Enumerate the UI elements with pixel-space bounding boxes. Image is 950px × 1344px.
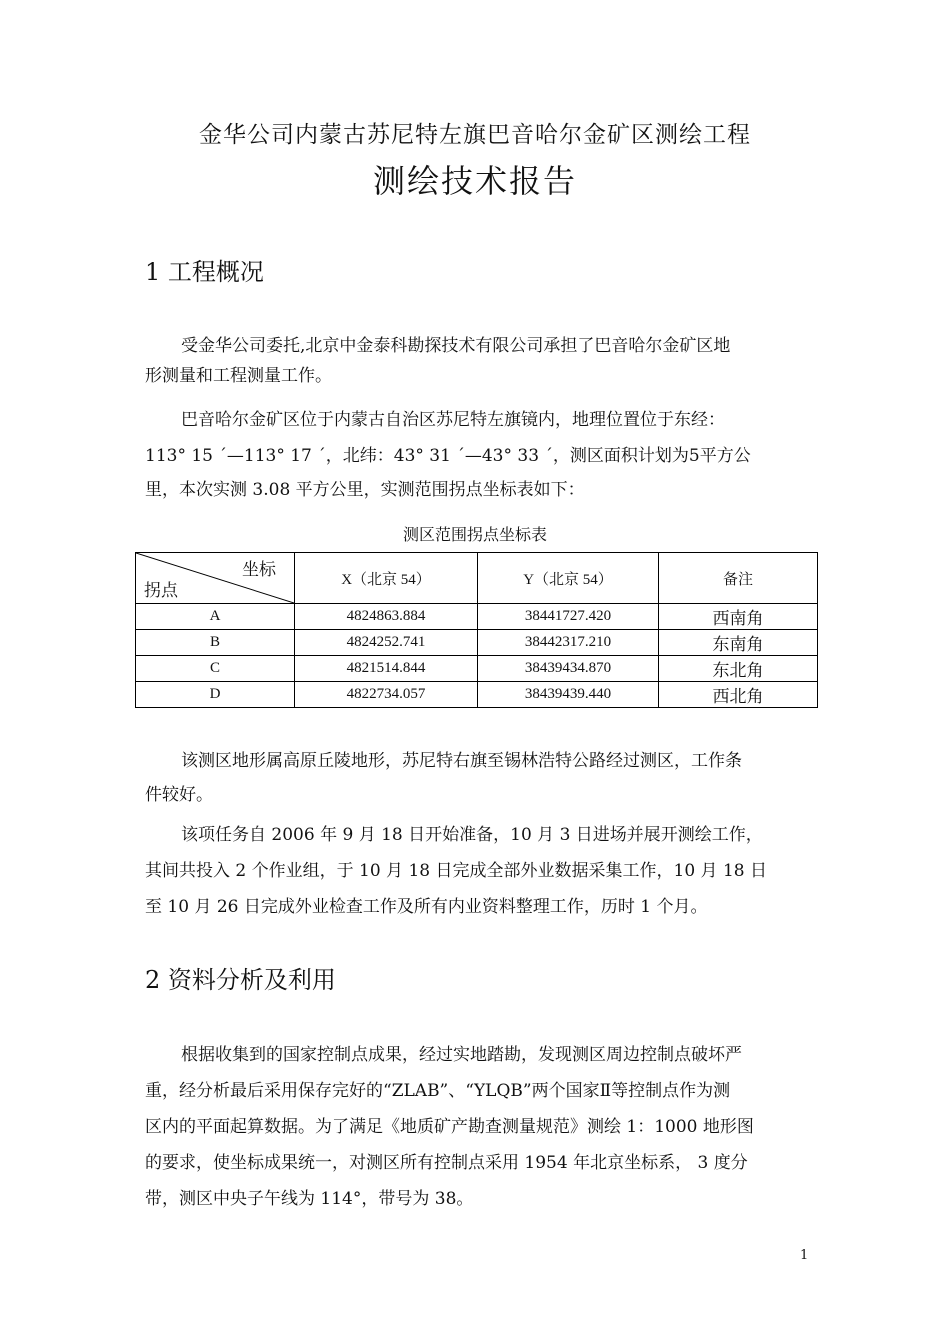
cell-x: 4822734.057	[295, 682, 478, 708]
text-line: 113° 15 ´—113° 17 ´，北纬：43° 31 ´—43° 33 ´，测区面积计划为5平方公	[145, 446, 751, 466]
section-2-heading: 2 资料分析及利用	[145, 966, 336, 994]
text-line: 区内的平面起算数据。为了满足《地质矿产勘查测量规范》测绘 1：1000 地形图	[145, 1117, 754, 1137]
table-row	[136, 630, 818, 656]
coordinate-table	[135, 552, 818, 708]
section-1-paragraph-2	[145, 405, 813, 505]
cell-y: 38439434.870	[478, 656, 659, 682]
cell-note: 东北角	[659, 656, 818, 682]
table-corner-cell	[136, 553, 295, 604]
text-line: 件较好。	[145, 785, 213, 805]
document-title: 金华公司内蒙古苏尼特左旗巴音哈尔金矿区测绘工程	[199, 122, 751, 148]
cell-point: B	[136, 630, 295, 656]
cell-note: 东南角	[659, 630, 818, 656]
section-1-heading: 1 工程概况	[145, 258, 264, 286]
section-1-paragraph-1	[145, 331, 813, 391]
text-line: 重，经分析最后采用保存完好的“ZLAB”、“YLQB”两个国家Ⅱ等控制点作为测	[145, 1081, 731, 1101]
table-row	[136, 682, 818, 708]
table-row	[136, 604, 818, 630]
cell-x: 4824863.884	[295, 604, 478, 630]
cell-y: 38442317.210	[478, 630, 659, 656]
cell-y: 38441727.420	[478, 604, 659, 630]
text-line: 受金华公司委托,北京中金泰科勘探技术有限公司承担了巴音哈尔金矿区地	[181, 336, 731, 356]
section-1-paragraph-4	[145, 820, 813, 922]
text-line: 其间共投入 2 个作业组，于 10 月 18 日完成全部外业数据采集工作，10 月 18 日	[145, 861, 767, 881]
column-header-note: 备注	[659, 553, 818, 604]
cell-x: 4821514.844	[295, 656, 478, 682]
text-line: 的要求，使坐标成果统一，对测区所有控制点采用 1954 年北京坐标系， 3 度分	[145, 1153, 748, 1173]
text-line: 形测量和工程测量工作。	[145, 366, 332, 386]
document-subtitle: 测绘技术报告	[372, 162, 577, 200]
cell-note: 西南角	[659, 604, 818, 630]
cell-point: D	[136, 682, 295, 708]
section-2-paragraph-1	[145, 1040, 813, 1214]
text-line: 巴音哈尔金矿区位于内蒙古自治区苏尼特左旗镜内，地理位置位于东经：	[181, 410, 725, 430]
table-row	[136, 656, 818, 682]
text-line: 至 10 月 26 日完成外业检查工作及所有内业资料整理工作，历时 1 个月。	[145, 897, 708, 917]
cell-x: 4824252.741	[295, 630, 478, 656]
table-caption: 测区范围拐点坐标表	[402, 525, 547, 544]
cell-point: C	[136, 656, 295, 682]
cell-note: 西北角	[659, 682, 818, 708]
page-number: 1	[800, 1248, 809, 1263]
table-header-row	[136, 553, 818, 604]
corner-label-points: 拐点	[144, 581, 178, 600]
text-line: 该测区地形属高原丘陵地形，苏尼特右旗至锡林浩特公路经过测区，工作条	[181, 751, 742, 771]
column-header-x: X（北京 54）	[295, 553, 478, 604]
cell-y: 38439439.440	[478, 682, 659, 708]
cell-point: A	[136, 604, 295, 630]
text-line: 根据收集到的国家控制点成果，经过实地踏勘，发现测区周边控制点破坏严	[181, 1045, 742, 1065]
text-line: 带，测区中央子午线为 114°，带号为 38。	[145, 1189, 474, 1209]
text-line: 里，本次实测 3.08 平方公里，实测范围拐点坐标表如下：	[145, 480, 585, 500]
text-line: 该项任务自 2006 年 9 月 18 日开始准备，10 月 3 日进场并展开测绘工作，	[181, 825, 763, 845]
corner-label-coords: 坐标	[242, 560, 276, 579]
section-1-paragraph-3	[145, 746, 813, 810]
column-header-y: Y（北京 54）	[478, 553, 659, 604]
